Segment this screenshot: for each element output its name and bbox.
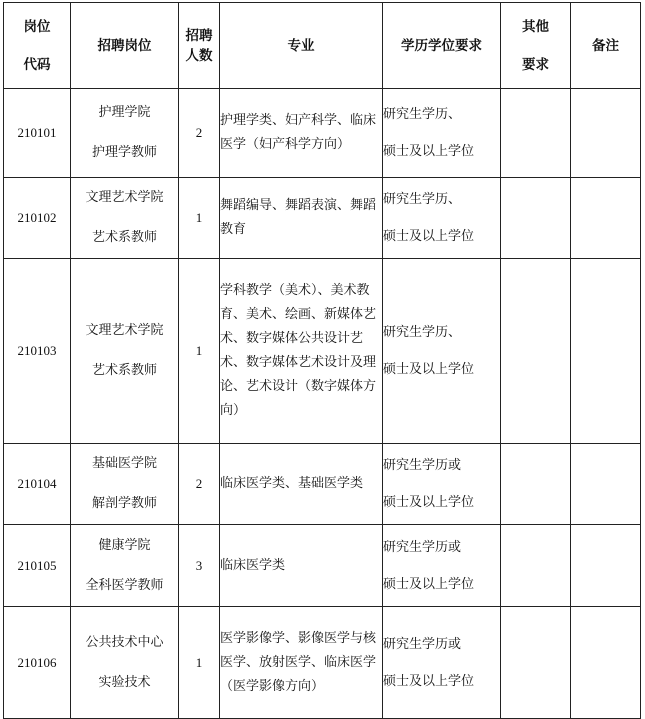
table-row (4, 607, 641, 719)
cell-education (383, 89, 501, 178)
cell-remarks (571, 444, 641, 525)
table-row (4, 525, 641, 607)
cell-post (71, 444, 179, 525)
cell-remarks (571, 259, 641, 444)
cell-education (383, 607, 501, 719)
post-dept: 文理艺术学院 (85, 190, 164, 205)
header-remarks: 备注 (571, 3, 641, 89)
cell-major (220, 89, 383, 178)
education-line2: 硕士及以上学位 (383, 576, 475, 592)
major-text: 舞蹈编导、舞蹈表演、舞蹈教育 (220, 198, 377, 237)
header-post: 招聘岗位 (71, 3, 179, 89)
major-text: 临床医学类 (220, 557, 286, 573)
cell-major (220, 444, 383, 525)
cell-post (71, 178, 179, 259)
post-dept: 护理学院 (98, 105, 151, 120)
cell-code: 210103 (4, 259, 71, 444)
post-title: 护理学教师 (91, 145, 157, 160)
post-dept: 基础医学院 (91, 456, 157, 471)
cell-education (383, 178, 501, 259)
education-line1: 研究生学历或 (383, 539, 462, 555)
major-text: 学科教学（美术）、美术教育、美术、绘画、新媒体艺术、数字媒体公共设计艺术、数字媒体艺术设计及理论、艺术设计（数字媒体方向） (220, 283, 377, 418)
table-row (4, 259, 641, 444)
cell-post (71, 89, 179, 178)
cell-major (220, 525, 383, 607)
cell-remarks (571, 525, 641, 607)
table-row (4, 444, 641, 525)
cell-post (71, 259, 179, 444)
education-line2: 硕士及以上学位 (383, 673, 475, 689)
education-line2: 硕士及以上学位 (383, 495, 475, 510)
table-row (4, 178, 641, 259)
post-dept: 健康学院 (98, 537, 151, 553)
education-line1: 研究生学历或 (383, 636, 462, 652)
post-title: 全科医学教师 (85, 577, 164, 593)
cell-other (501, 525, 571, 607)
education-line1: 研究生学历或 (383, 458, 462, 473)
education-line2: 硕士及以上学位 (383, 362, 475, 377)
header-row (4, 3, 641, 89)
cell-major (220, 178, 383, 259)
cell-other (501, 89, 571, 178)
education-line2: 硕士及以上学位 (383, 144, 475, 159)
post-title: 解剖学教师 (91, 496, 157, 511)
header-count-line2: 人数 (185, 47, 213, 64)
header-education: 学历学位要求 (383, 3, 501, 89)
post-dept: 文理艺术学院 (85, 323, 164, 338)
education-line1: 研究生学历、 (383, 325, 462, 340)
header-code-line1: 岗位 (23, 18, 51, 35)
major-text: 医学影像学、影像医学与核医学、放射医学、临床医学（医学影像方向） (220, 630, 377, 694)
cell-count: 3 (179, 525, 220, 607)
header-other-line1: 其他 (522, 18, 549, 35)
table-row (4, 89, 641, 178)
cell-major (220, 259, 383, 444)
cell-code: 210105 (4, 525, 71, 607)
header-count (179, 3, 220, 89)
cell-post (71, 607, 179, 719)
education-line1: 研究生学历、 (383, 192, 462, 207)
cell-remarks (571, 178, 641, 259)
cell-count: 1 (179, 607, 220, 719)
education-line2: 硕士及以上学位 (383, 229, 475, 244)
header-code-line2: 代码 (23, 56, 51, 73)
cell-remarks (571, 607, 641, 719)
cell-post (71, 525, 179, 607)
major-text: 护理学类、妇产科学、临床医学（妇产科学方向） (220, 113, 377, 152)
cell-education (383, 444, 501, 525)
major-text: 临床医学类、基础医学类 (220, 476, 364, 491)
header-major: 专业 (220, 3, 383, 89)
post-dept: 公共技术中心 (85, 634, 164, 650)
cell-count: 1 (179, 259, 220, 444)
post-title: 实验技术 (98, 674, 151, 690)
cell-education (383, 525, 501, 607)
cell-count: 2 (179, 89, 220, 178)
cell-code: 210101 (4, 89, 71, 178)
cell-other (501, 259, 571, 444)
cell-code: 210106 (4, 607, 71, 719)
cell-count: 1 (179, 178, 220, 259)
recruitment-table (3, 2, 641, 719)
header-other-line2: 要求 (522, 56, 549, 73)
header-count-line1: 招聘 (185, 27, 213, 44)
cell-education (383, 259, 501, 444)
cell-other (501, 607, 571, 719)
cell-code: 210104 (4, 444, 71, 525)
cell-major (220, 607, 383, 719)
cell-remarks (571, 89, 641, 178)
cell-count: 2 (179, 444, 220, 525)
post-title: 艺术系教师 (91, 230, 157, 245)
post-title: 艺术系教师 (91, 363, 157, 378)
header-code (4, 3, 71, 89)
cell-code: 210102 (4, 178, 71, 259)
cell-other (501, 178, 571, 259)
header-other (501, 3, 571, 89)
education-line1: 研究生学历、 (383, 107, 462, 122)
cell-other (501, 444, 571, 525)
